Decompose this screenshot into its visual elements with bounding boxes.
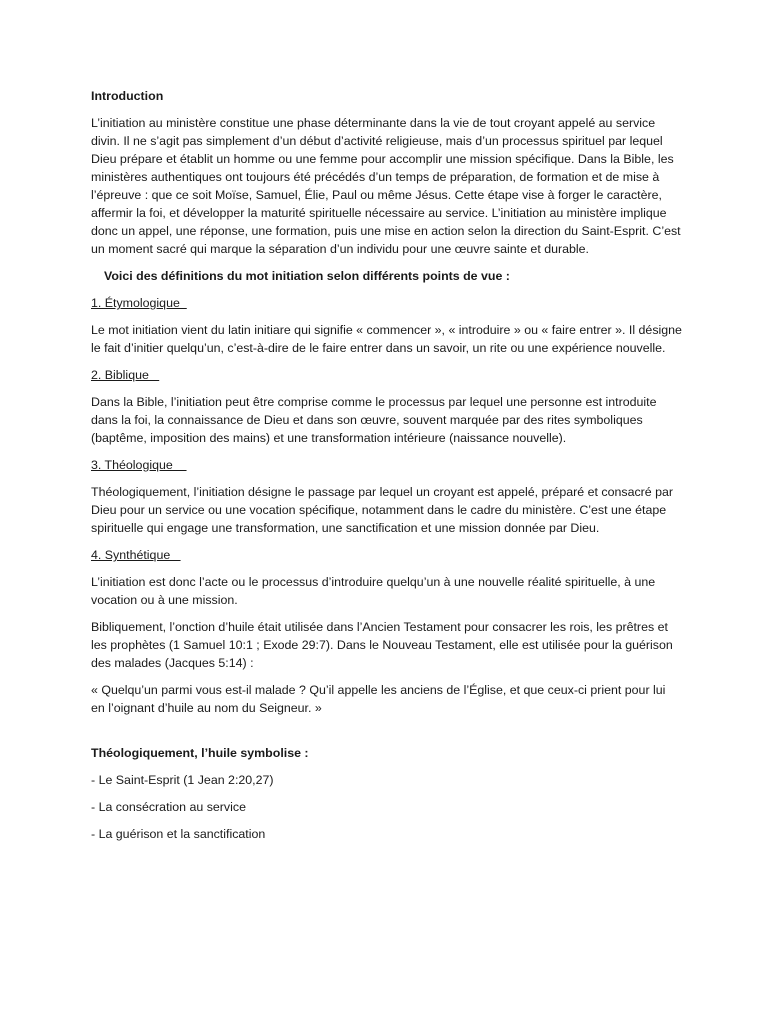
symbol-item-consecration: - La consécration au service bbox=[91, 800, 246, 814]
bible-quote: « Quelqu’un parmi vous est-il malade ? Qu’il appelle les anciens de l’Église, et que ceux-ci prient pour lui en l’oignant d’huile au nom du Seigneur. » bbox=[91, 683, 666, 715]
symbol-item-holy-spirit: - Le Saint-Esprit (1 Jean 2:20,27) bbox=[91, 773, 274, 787]
section-body-synthetique: L’initiation est donc l’acte ou le processus d’introduire quelqu’un à une nouvelle réalité spirituelle, à une vocation ou à une mission. bbox=[91, 575, 656, 607]
section-heading-etymologique: 1. Étymologique bbox=[91, 296, 187, 310]
section-body-theologique: Théologiquement, l’initiation désigne le passage par lequel un croyant est appelé, préparé et consacré par Dieu pour un service ou une vocation spécifique, notamment dans le cadre du ministère. C’est une étape spirituelle qui engage une transformation, une sanctification et une mission donnée par Dieu. bbox=[91, 485, 674, 535]
section-body-biblique: Dans la Bible, l’initiation peut être comprise comme le processus par lequel une personne est introduite dans la foi, la connaissance de Dieu et dans son œuvre, souvent marquée par des rites symboliques (baptême, imposition des mains) et une transformation intérieure (naissance nouvelle). bbox=[91, 395, 657, 445]
blank-line bbox=[91, 726, 682, 744]
section-heading-biblique: 2. Biblique bbox=[91, 368, 160, 382]
symbol-item-healing: - La guérison et la sanctification bbox=[91, 827, 266, 841]
section-heading-synthetique: 4. Synthétique bbox=[91, 548, 181, 562]
intro-paragraph: L’initiation au ministère constitue une phase déterminante dans la vie de tout croyant appelé au service divin. Il ne s’agit pas simplement d’un début d’activité religieuse, mais d’un processus spirituel par lequel Dieu prépare et établit un homme ou une femme pour accomplir une mission spécifique. Dans la Bible, les ministères authentiques ont toujours été précédés d’un temps de préparation, de formation et de mise à l’épreuve : que ce soit Moïse, Samuel, Élie, Paul ou même Jésus. Cette étape vise à forger le caractère, affermir la foi, et développer la maturité spirituelle nécessaire au service. L’initiation au ministère implique donc un appel, une réponse, une formation, puis une mise en action selon la direction du Saint-Esprit. C’est un moment sacré qui marque la séparation d’un individu pour une œuvre sainte et durable. bbox=[91, 116, 681, 256]
symbol-heading: Théologiquement, l’huile symbolise : bbox=[91, 746, 309, 760]
anointing-paragraph: Bibliquement, l’onction d’huile était utilisée dans l’Ancien Testament pour consacrer les rois, les prêtres et les prophètes (1 Samuel 10:1 ; Exode 29:7). Dans le Nouveau Testament, elle est utilisée pour la guérison des malades (Jacques 5:14) : bbox=[91, 620, 673, 670]
definitions-lead: Voici des définitions du mot initiation selon différents points de vue : bbox=[104, 269, 510, 283]
section-body-etymologique: Le mot initiation vient du latin initiare qui signifie « commencer », « introduire » ou « faire entrer ». Il désigne le fait d’initier quelqu’un, c’est-à-dire de le faire entrer dans un savoir, un rite ou une expérience nouvelle. bbox=[91, 323, 682, 355]
section-heading-theologique: 3. Théologique bbox=[91, 458, 187, 472]
intro-title: Introduction bbox=[91, 89, 164, 103]
